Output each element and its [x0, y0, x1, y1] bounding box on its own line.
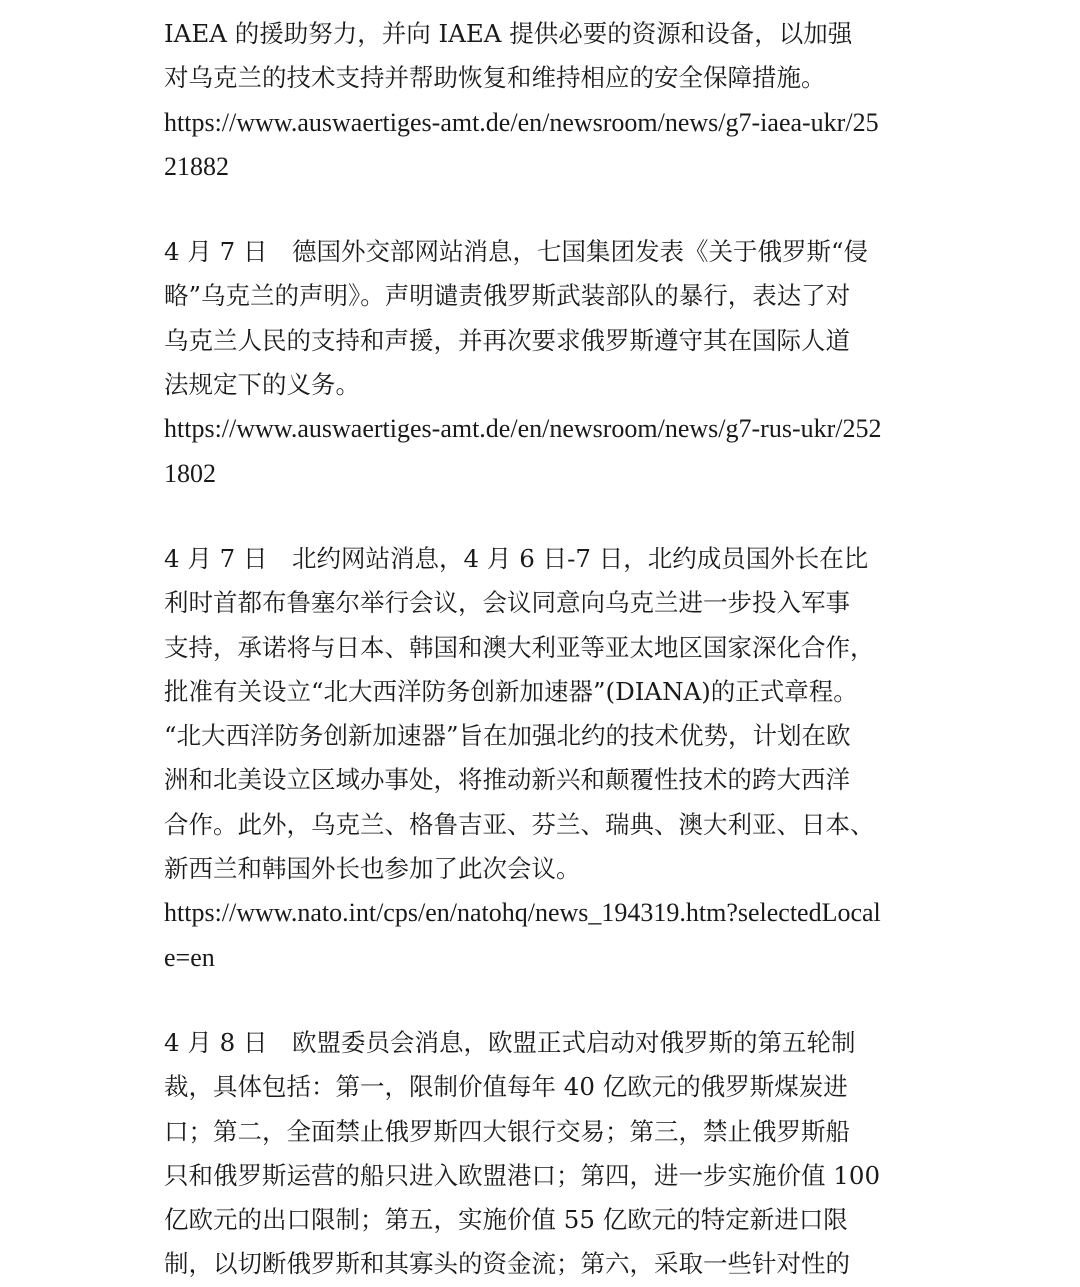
source-url-line: 1802	[164, 458, 216, 488]
source-url-line: https://www.auswaertiges-amt.de/en/newsroom/news/g7-iaea-ukr/25	[164, 107, 879, 137]
entry-g7-statement	[164, 230, 920, 496]
document-page	[164, 12, 920, 1287]
text-line: 法规定下的义务。	[164, 370, 360, 400]
text-line: 支持，承诺将与日本、韩国和澳大利亚等亚太地区国家深化合作，	[164, 632, 875, 662]
text-line: 批准有关设立“北大西洋防务创新加速器”(DIANA)的正式章程。	[164, 676, 858, 706]
text-line: IAEA 的援助努力，并向 IAEA 提供必要的资源和设备，以加强	[164, 19, 853, 48]
text-line: 对乌克兰的技术支持并帮助恢复和维持相应的安全保障措施。	[164, 63, 826, 93]
text-line: 口；第二，全面禁止俄罗斯四大银行交易；第三，禁止俄罗斯船	[164, 1116, 850, 1146]
text-line: 略”乌克兰的声明》。声明谴责俄罗斯武装部队的暴行，表达了对	[164, 281, 851, 311]
text-line: 新西兰和韩国外长也参加了此次会议。	[164, 854, 581, 884]
text-line: 4 月 7 日 德国外交部网站消息，七国集团发表《关于俄罗斯“侵	[164, 237, 869, 267]
text-line: 4 月 7 日 北约网站消息，4 月 6 日-7 日，北约成员国外长在比	[164, 543, 869, 573]
text-line: 4 月 8 日 欧盟委员会消息，欧盟正式启动对俄罗斯的第五轮制	[164, 1027, 856, 1057]
text-line: 制，以切断俄罗斯和其寡头的资金流；第六，采取一些针对性的	[164, 1249, 850, 1279]
entry-eu-sanctions	[164, 1021, 920, 1287]
text-line: 洲和北美设立区域办事处，将推动新兴和颠覆性技术的跨大西洋	[164, 765, 850, 795]
text-line: 亿欧元的出口限制；第五，实施价值 55 亿欧元的特定新进口限	[164, 1205, 848, 1235]
entry-nato-meeting	[164, 537, 920, 980]
text-line: 裁，具体包括：第一，限制价值每年 40 亿欧元的俄罗斯煤炭进	[164, 1072, 848, 1102]
text-line: 合作。此外，乌克兰、格鲁吉亚、芬兰、瑞典、澳大利亚、日本、	[164, 809, 875, 839]
text-line: 利时首都布鲁塞尔举行会议，会议同意向乌克兰进一步投入军事	[164, 588, 850, 618]
entry-iaea-continuation	[164, 12, 920, 189]
text-line: 乌克兰人民的支持和声援，并再次要求俄罗斯遵守其在国际人道	[164, 325, 850, 355]
source-url-line: https://www.nato.int/cps/en/natohq/news_194319.htm?selectedLocal	[164, 898, 881, 928]
text-line: “北大西洋防务创新加速器”旨在加强北约的技术优势，计划在欧	[164, 721, 851, 751]
source-url-line: e=en	[164, 942, 215, 972]
text-line: 只和俄罗斯运营的船只进入欧盟港口；第四，进一步实施价值 100	[164, 1160, 881, 1190]
source-url-line: 21882	[164, 151, 229, 181]
source-url-line: https://www.auswaertiges-amt.de/en/newsroom/news/g7-rus-ukr/252	[164, 414, 882, 444]
